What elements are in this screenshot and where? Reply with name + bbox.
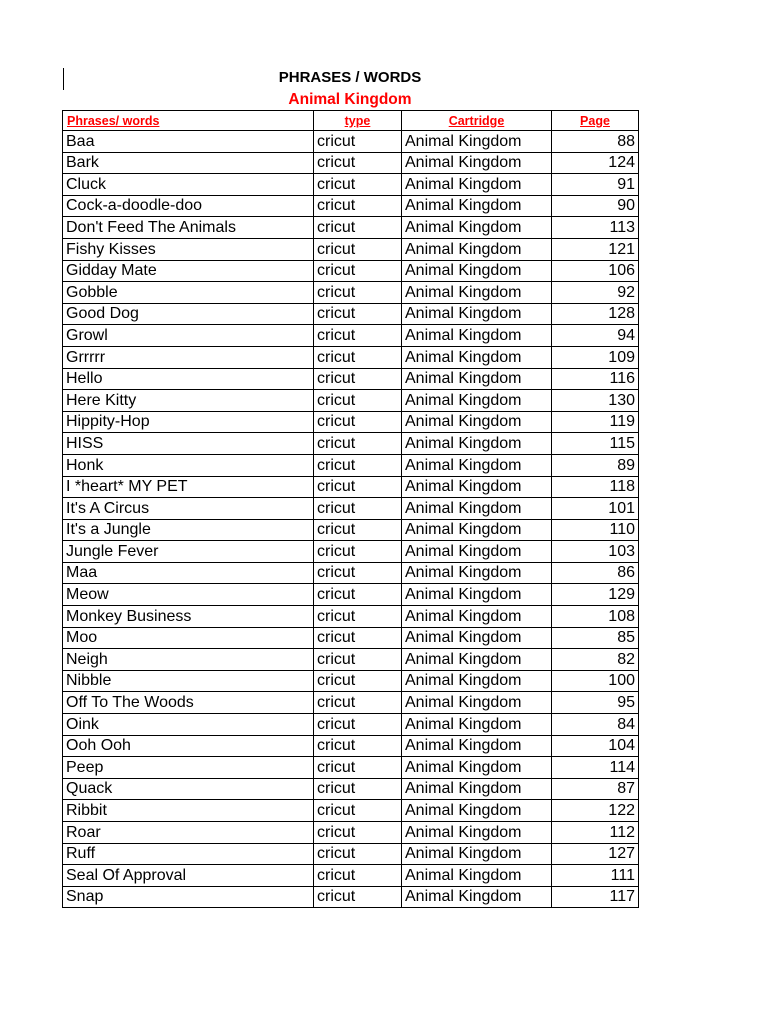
page-cell: 113 [552,217,639,239]
column-header-phrases: Phrases/ words [63,111,314,131]
type-cell: cricut [314,649,402,671]
table-row [63,735,639,757]
cartridge-cell: Animal Kingdom [402,325,552,347]
phrase-cell: Meow [63,584,314,606]
page-cell: 91 [552,174,639,196]
cartridge-cell: Animal Kingdom [402,757,552,779]
type-cell: cricut [314,735,402,757]
page-cell: 111 [552,865,639,887]
cartridge-cell: Animal Kingdom [402,303,552,325]
phrase-cell: Off To The Woods [63,692,314,714]
page-cell: 106 [552,260,639,282]
type-cell: cricut [314,541,402,563]
type-cell: cricut [314,346,402,368]
page-cell: 116 [552,368,639,390]
type-cell: cricut [314,368,402,390]
phrase-cell: Seal Of Approval [63,865,314,887]
cartridge-cell: Animal Kingdom [402,131,552,153]
table-row [63,217,639,239]
phrase-cell: Peep [63,757,314,779]
type-cell: cricut [314,822,402,844]
cartridge-cell: Animal Kingdom [402,282,552,304]
table-body [63,131,639,908]
cartridge-cell: Animal Kingdom [402,800,552,822]
phrase-cell: Monkey Business [63,606,314,628]
phrase-cell: It's a Jungle [63,519,314,541]
cartridge-cell: Animal Kingdom [402,260,552,282]
phrase-cell: HISS [63,433,314,455]
phrase-cell: Hello [63,368,314,390]
table-row [63,433,639,455]
cartridge-cell: Animal Kingdom [402,714,552,736]
table-row [63,692,639,714]
phrase-cell: I *heart* MY PET [63,476,314,498]
table-row [63,454,639,476]
phrase-cell: Good Dog [63,303,314,325]
cartridge-cell: Animal Kingdom [402,865,552,887]
page-cell: 115 [552,433,639,455]
table-row [63,368,639,390]
table-row [63,562,639,584]
page-cell: 127 [552,843,639,865]
type-cell: cricut [314,152,402,174]
type-cell: cricut [314,411,402,433]
table-row [63,757,639,779]
type-cell: cricut [314,843,402,865]
table-row [63,649,639,671]
cartridge-cell: Animal Kingdom [402,692,552,714]
phrase-cell: It's A Circus [63,498,314,520]
table-row [63,411,639,433]
phrase-cell: Neigh [63,649,314,671]
table-row [63,390,639,412]
page-subtitle: Animal Kingdom [288,91,412,108]
type-cell: cricut [314,282,402,304]
column-header-cartridge: Cartridge [402,111,552,131]
type-cell: cricut [314,260,402,282]
type-cell: cricut [314,303,402,325]
type-cell: cricut [314,454,402,476]
page-cell: 112 [552,822,639,844]
type-cell: cricut [314,886,402,908]
cartridge-cell: Animal Kingdom [402,541,552,563]
cartridge-cell: Animal Kingdom [402,174,552,196]
type-cell: cricut [314,433,402,455]
phrases-table [62,110,639,908]
page-cell: 104 [552,735,639,757]
table-row [63,152,639,174]
cartridge-cell: Animal Kingdom [402,627,552,649]
table-row [63,886,639,908]
phrase-cell: Gobble [63,282,314,304]
cartridge-cell: Animal Kingdom [402,238,552,260]
table-row [63,714,639,736]
type-cell: cricut [314,195,402,217]
type-cell: cricut [314,714,402,736]
type-cell: cricut [314,498,402,520]
phrase-cell: Moo [63,627,314,649]
cartridge-cell: Animal Kingdom [402,433,552,455]
page-cell: 109 [552,346,639,368]
phrase-cell: Baa [63,131,314,153]
phrase-cell: Maa [63,562,314,584]
page-cell: 117 [552,886,639,908]
table-row [63,800,639,822]
table-row [63,476,639,498]
phrase-cell: Don't Feed The Animals [63,217,314,239]
page-cell: 86 [552,562,639,584]
cartridge-cell: Animal Kingdom [402,843,552,865]
page-cell: 119 [552,411,639,433]
cartridge-cell: Animal Kingdom [402,584,552,606]
type-cell: cricut [314,174,402,196]
cartridge-cell: Animal Kingdom [402,368,552,390]
table-row [63,519,639,541]
phrase-cell: Snap [63,886,314,908]
type-cell: cricut [314,476,402,498]
phrase-cell: Jungle Fever [63,541,314,563]
table-header [63,111,639,131]
type-cell: cricut [314,692,402,714]
type-cell: cricut [314,131,402,153]
table-row [63,282,639,304]
phrase-cell: Ooh Ooh [63,735,314,757]
phrase-cell: Gidday Mate [63,260,314,282]
phrase-cell: Bark [63,152,314,174]
type-cell: cricut [314,800,402,822]
cartridge-cell: Animal Kingdom [402,498,552,520]
table-row [63,865,639,887]
cartridge-cell: Animal Kingdom [402,346,552,368]
page-cell: 128 [552,303,639,325]
table-row [63,260,639,282]
cartridge-cell: Animal Kingdom [402,670,552,692]
cartridge-cell: Animal Kingdom [402,217,552,239]
cartridge-cell: Animal Kingdom [402,649,552,671]
page-cell: 84 [552,714,639,736]
type-cell: cricut [314,562,402,584]
page-cell: 95 [552,692,639,714]
table-row [63,303,639,325]
phrase-cell: Ribbit [63,800,314,822]
page-title: PHRASES / WORDS [278,69,422,86]
page-cell: 121 [552,238,639,260]
table-row [63,778,639,800]
type-cell: cricut [314,627,402,649]
page-cell: 114 [552,757,639,779]
cartridge-cell: Animal Kingdom [402,778,552,800]
text-cursor [63,68,64,90]
table-row [63,584,639,606]
phrase-cell: Roar [63,822,314,844]
type-cell: cricut [314,757,402,779]
column-header-page: Page [552,111,639,131]
cartridge-cell: Animal Kingdom [402,476,552,498]
phrase-cell: Quack [63,778,314,800]
phrase-cell: Grrrrr [63,346,314,368]
cartridge-cell: Animal Kingdom [402,152,552,174]
table-row [63,498,639,520]
cartridge-cell: Animal Kingdom [402,886,552,908]
page-cell: 87 [552,778,639,800]
type-cell: cricut [314,519,402,541]
header-row [63,111,639,131]
page-cell: 89 [552,454,639,476]
type-cell: cricut [314,865,402,887]
page-cell: 90 [552,195,639,217]
table-row [63,606,639,628]
table-row [63,822,639,844]
page-cell: 122 [552,800,639,822]
table-row [63,238,639,260]
type-cell: cricut [314,238,402,260]
phrase-cell: Here Kitty [63,390,314,412]
type-cell: cricut [314,670,402,692]
phrase-cell: Nibble [63,670,314,692]
table-row [63,325,639,347]
cartridge-cell: Animal Kingdom [402,822,552,844]
type-cell: cricut [314,778,402,800]
page-cell: 101 [552,498,639,520]
table-row [63,131,639,153]
cartridge-cell: Animal Kingdom [402,735,552,757]
phrase-cell: Honk [63,454,314,476]
table-row [63,627,639,649]
phrase-cell: Ruff [63,843,314,865]
page-cell: 108 [552,606,639,628]
type-cell: cricut [314,217,402,239]
table-row [63,541,639,563]
cartridge-cell: Animal Kingdom [402,390,552,412]
page-cell: 94 [552,325,639,347]
type-cell: cricut [314,606,402,628]
page-cell: 82 [552,649,639,671]
type-cell: cricut [314,584,402,606]
column-header-type: type [314,111,402,131]
cartridge-cell: Animal Kingdom [402,562,552,584]
page-cell: 124 [552,152,639,174]
cartridge-cell: Animal Kingdom [402,454,552,476]
cartridge-cell: Animal Kingdom [402,195,552,217]
page-cell: 88 [552,131,639,153]
page-cell: 129 [552,584,639,606]
phrase-cell: Fishy Kisses [63,238,314,260]
table-row [63,346,639,368]
type-cell: cricut [314,390,402,412]
table-row [63,174,639,196]
phrase-cell: Hippity-Hop [63,411,314,433]
phrase-cell: Oink [63,714,314,736]
phrase-cell: Cluck [63,174,314,196]
type-cell: cricut [314,325,402,347]
cartridge-cell: Animal Kingdom [402,411,552,433]
cartridge-cell: Animal Kingdom [402,519,552,541]
page-cell: 92 [552,282,639,304]
page-cell: 118 [552,476,639,498]
page-cell: 85 [552,627,639,649]
phrase-cell: Cock-a-doodle-doo [63,195,314,217]
table-row [63,670,639,692]
cartridge-cell: Animal Kingdom [402,606,552,628]
page-cell: 130 [552,390,639,412]
page-cell: 110 [552,519,639,541]
page-cell: 103 [552,541,639,563]
table-row [63,843,639,865]
page-cell: 100 [552,670,639,692]
phrase-cell: Growl [63,325,314,347]
table-row [63,195,639,217]
